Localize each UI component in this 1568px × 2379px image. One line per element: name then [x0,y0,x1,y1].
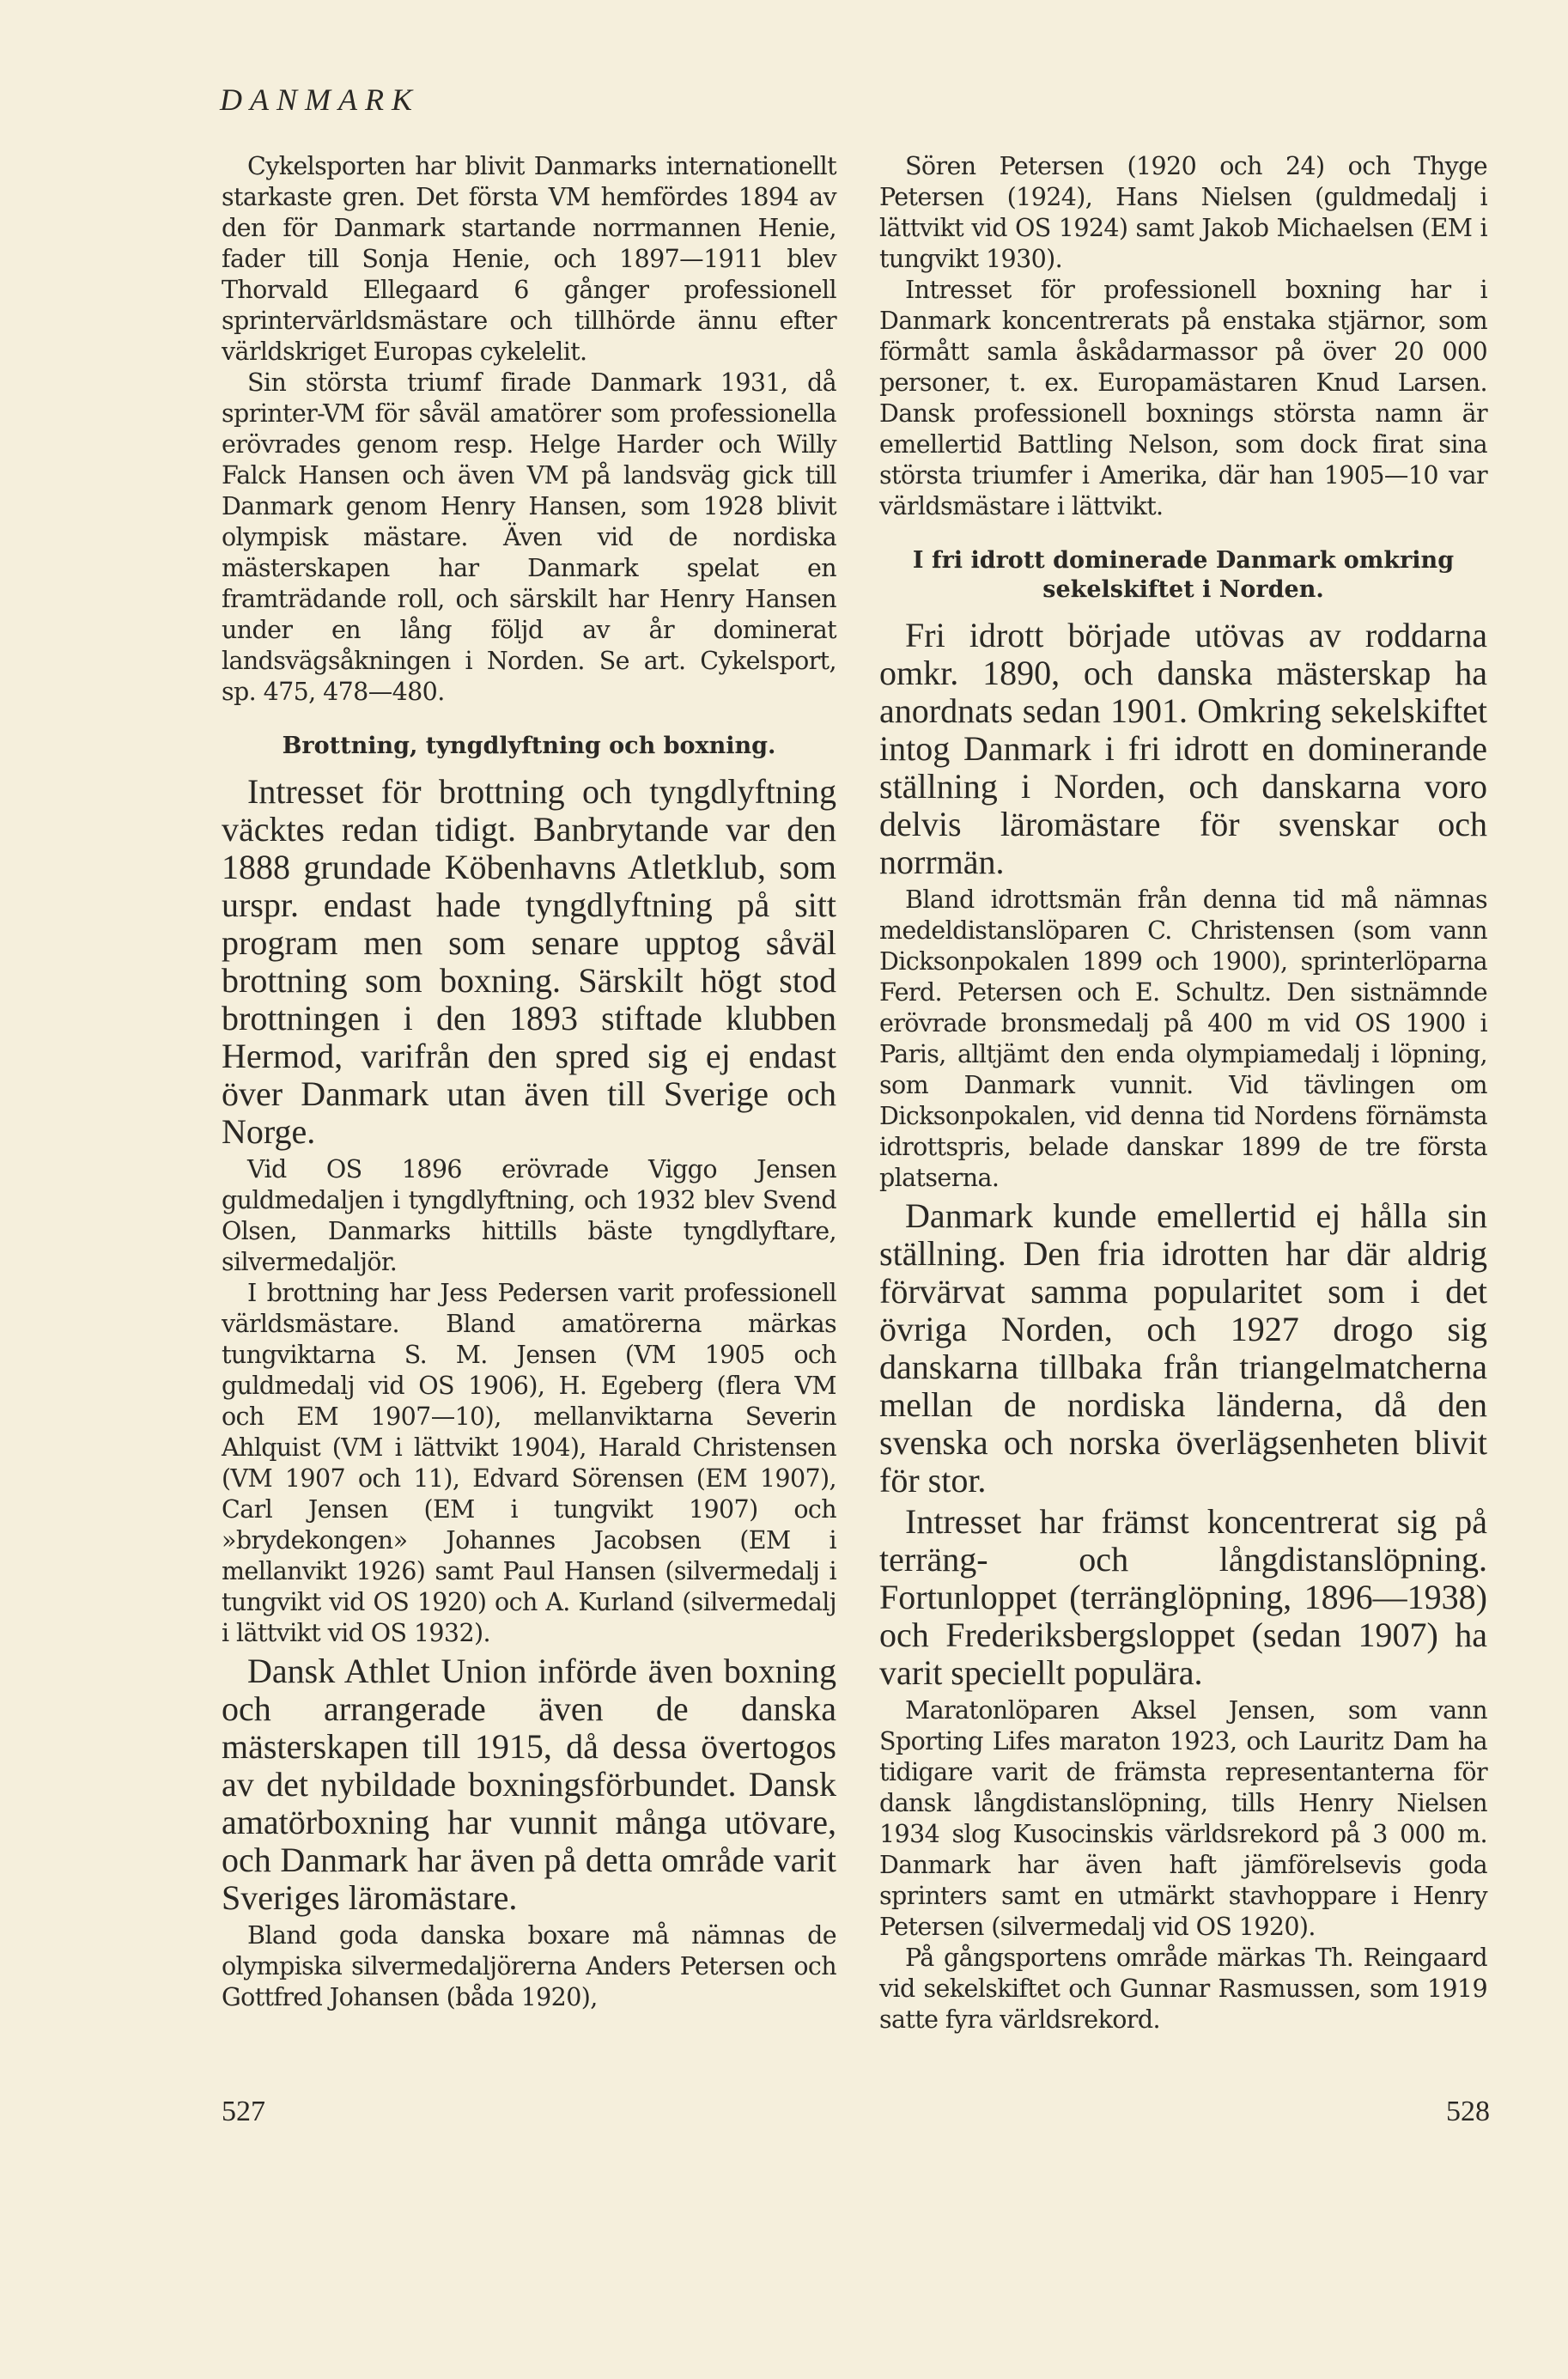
paragraph: Sin största triumf firade Danmark 1931, då sprinter-VM för såväl amatörer som professionella erövrades genom resp. Helge Harder och Willy Falck Hansen och även VM på landsväg gick till Danmark genom Henry Hansen, som 1928 blivit olympisk mästare. Även vid de nordiska mästerskapen har Danmark spelat en framträdande roll, och särskilt har Henry Hansen under en lång följd av år dominerat landsvägsåkningen i Norden. Se art. Cykelsport, sp. 475, 478—480. [222,368,836,706]
paragraph: Intresset har främst koncentrerat sig på terräng- och långdistanslöpning. Fortunloppet (terränglöpning, 1896—1938) och Frederiksbergsloppet (sedan 1907) ha varit speciellt populära. [879,1502,1487,1692]
running-header: DANMARK [220,82,420,117]
paragraph: Sören Petersen (1920 och 24) och Thyge Petersen (1924), Hans Nielsen (guldmedalj i lättvikt vid OS 1924) samt Jakob Michaelsen (EM i tungvikt 1930). [879,152,1487,273]
paragraph: Bland idrottsmän från denna tid må nämnas medeldistanslöparen C. Christensen (som vann Dicksonpokalen 1899 och 1900), sprinterlöparna Ferd. Petersen och E. Schultz. Den sistnämnde erövrade bronsmedalj på 400 m vid OS 1900 i Paris, alltjämt den enda olympiamedalj i löpning, som Danmark vunnit. Vid tävlingen om Dicksonpokalen, vid denna tid Nordens förnämsta idrottspris, belade danskar 1899 de tre första platserna. [879,885,1487,1192]
left-column [222,151,836,2013]
section-heading: I fri idrott dominerade Danmark omkring sekelskiftet i Norden. [912,547,1455,603]
page-number-right: 528 [1446,2096,1490,2127]
paragraph: Fri idrott började utövas av roddarna omkr. 1890, och danska mästerskap ha anordnats sedan 1901. Omkring sekelskiftet intog Danmark i fri idrott en dominerande ställning i Norden, och danskarna voro delvis läromästare för svenskar och norrmän. [879,616,1487,881]
paragraph: Dansk Athlet Union införde även boxning och arrangerade även de danska mästerskapen till 1915, då dessa övertogos av det nybildade boxningsförbundet. Dansk amatörboxning har vunnit många utövare, och Danmark har även på detta område varit Sveriges läromästare. [222,1652,836,1917]
paragraph: Bland goda danska boxare må nämnas de olympiska silvermedaljörerna Anders Petersen och Gottfred Johansen (båda 1920), [222,1921,836,2011]
paragraph: Maratonlöparen Aksel Jensen, som vann Sporting Lifes maraton 1923, och Lauritz Dam ha tidigare varit de främsta representanterna för dansk långdistanslöpning, tills Henry Nielsen 1934 slog Kusocinskis världsrekord på 3 000 m. Danmark har även haft jämförelsevis goda sprinters samt en utmärkt stavhoppare i Henry Petersen (silvermedalj vid OS 1920). [879,1696,1487,1941]
paragraph: Intresset för professionell boxning har i Danmark koncentrerats på enstaka stjärnor, som förmått samla åskådarmassor på över 20 000 personer, t. ex. Europamästaren Knud Larsen. Dansk professionell boxnings största namn är emellertid Battling Nelson, som dock firat sina största triumfer i Amerika, där han 1905—10 var världsmästare i lättvikt. [879,276,1487,520]
paragraph: Intresset för brottning och tyngdlyftning väcktes redan tidigt. Banbrytande var den 1888 grundade Köbenhavns Atletklub, som urspr. endast hade tyngdlyftning på sitt program men som senare upptog såväl brottning som boxning. Särskilt högt stod brottningen i den 1893 stiftade klubben Hermod, varifrån den spred sig ej endast över Danmark utan även till Sverige och Norge. [222,772,836,1151]
page-number-left: 527 [222,2096,265,2127]
paragraph: På gångsportens område märkas Th. Reingaard vid sekelskiftet och Gunnar Rasmussen, som 1919 satte fyra världsrekord. [879,1944,1487,2034]
paragraph: I brottning har Jess Pedersen varit professionell världsmästare. Bland amatörerna märkas tungviktarna S. M. Jensen (VM 1905 och guldmedalj vid OS 1906), H. Egeberg (flera VM och EM 1907—10), mellanviktarna Severin Ahlquist (VM i lättvikt 1904), Harald Christensen (VM 1907 och 11), Edvard Sörensen (EM 1907), Carl Jensen (EM i tungvikt 1907) och »brydekongen» Johannes Jacobsen (EM i mellanvikt 1926) samt Paul Hansen (silvermedalj i tungvikt vid OS 1920) och A. Kurland (silvermedalj i lättvikt vid OS 1932). [222,1279,836,1647]
right-column [879,151,1487,2035]
section-heading: Brottning, tyngdlyftning och boxning. [282,733,776,759]
paragraph: Cykelsporten har blivit Danmarks internationellt starkaste gren. Det första VM hemfördes 1894 av den för Danmark startande norrmannen Henie, fader till Sonja Henie, och 1897—1911 blev Thorvald Ellegaard 6 gånger professionell sprintervärldsmästare och tillhörde ännu efter världskriget Europas cykelelit. [222,152,836,366]
paragraph: Vid OS 1896 erövrade Viggo Jensen guldmedaljen i tyngdlyftning, och 1932 blev Svend Olsen, Danmarks hittills bäste tyngdlyftare, silvermedaljör. [222,1155,836,1276]
paragraph: Danmark kunde emellertid ej hålla sin ställning. Den fria idrotten har där aldrig förvärvat samma popularitet som i det övriga Norden, och 1927 drogo sig danskarna tillbaka från triangelmatcherna mellan de nordiska länderna, då den svenska och norska överlägsenheten blivit för stor. [879,1196,1487,1500]
